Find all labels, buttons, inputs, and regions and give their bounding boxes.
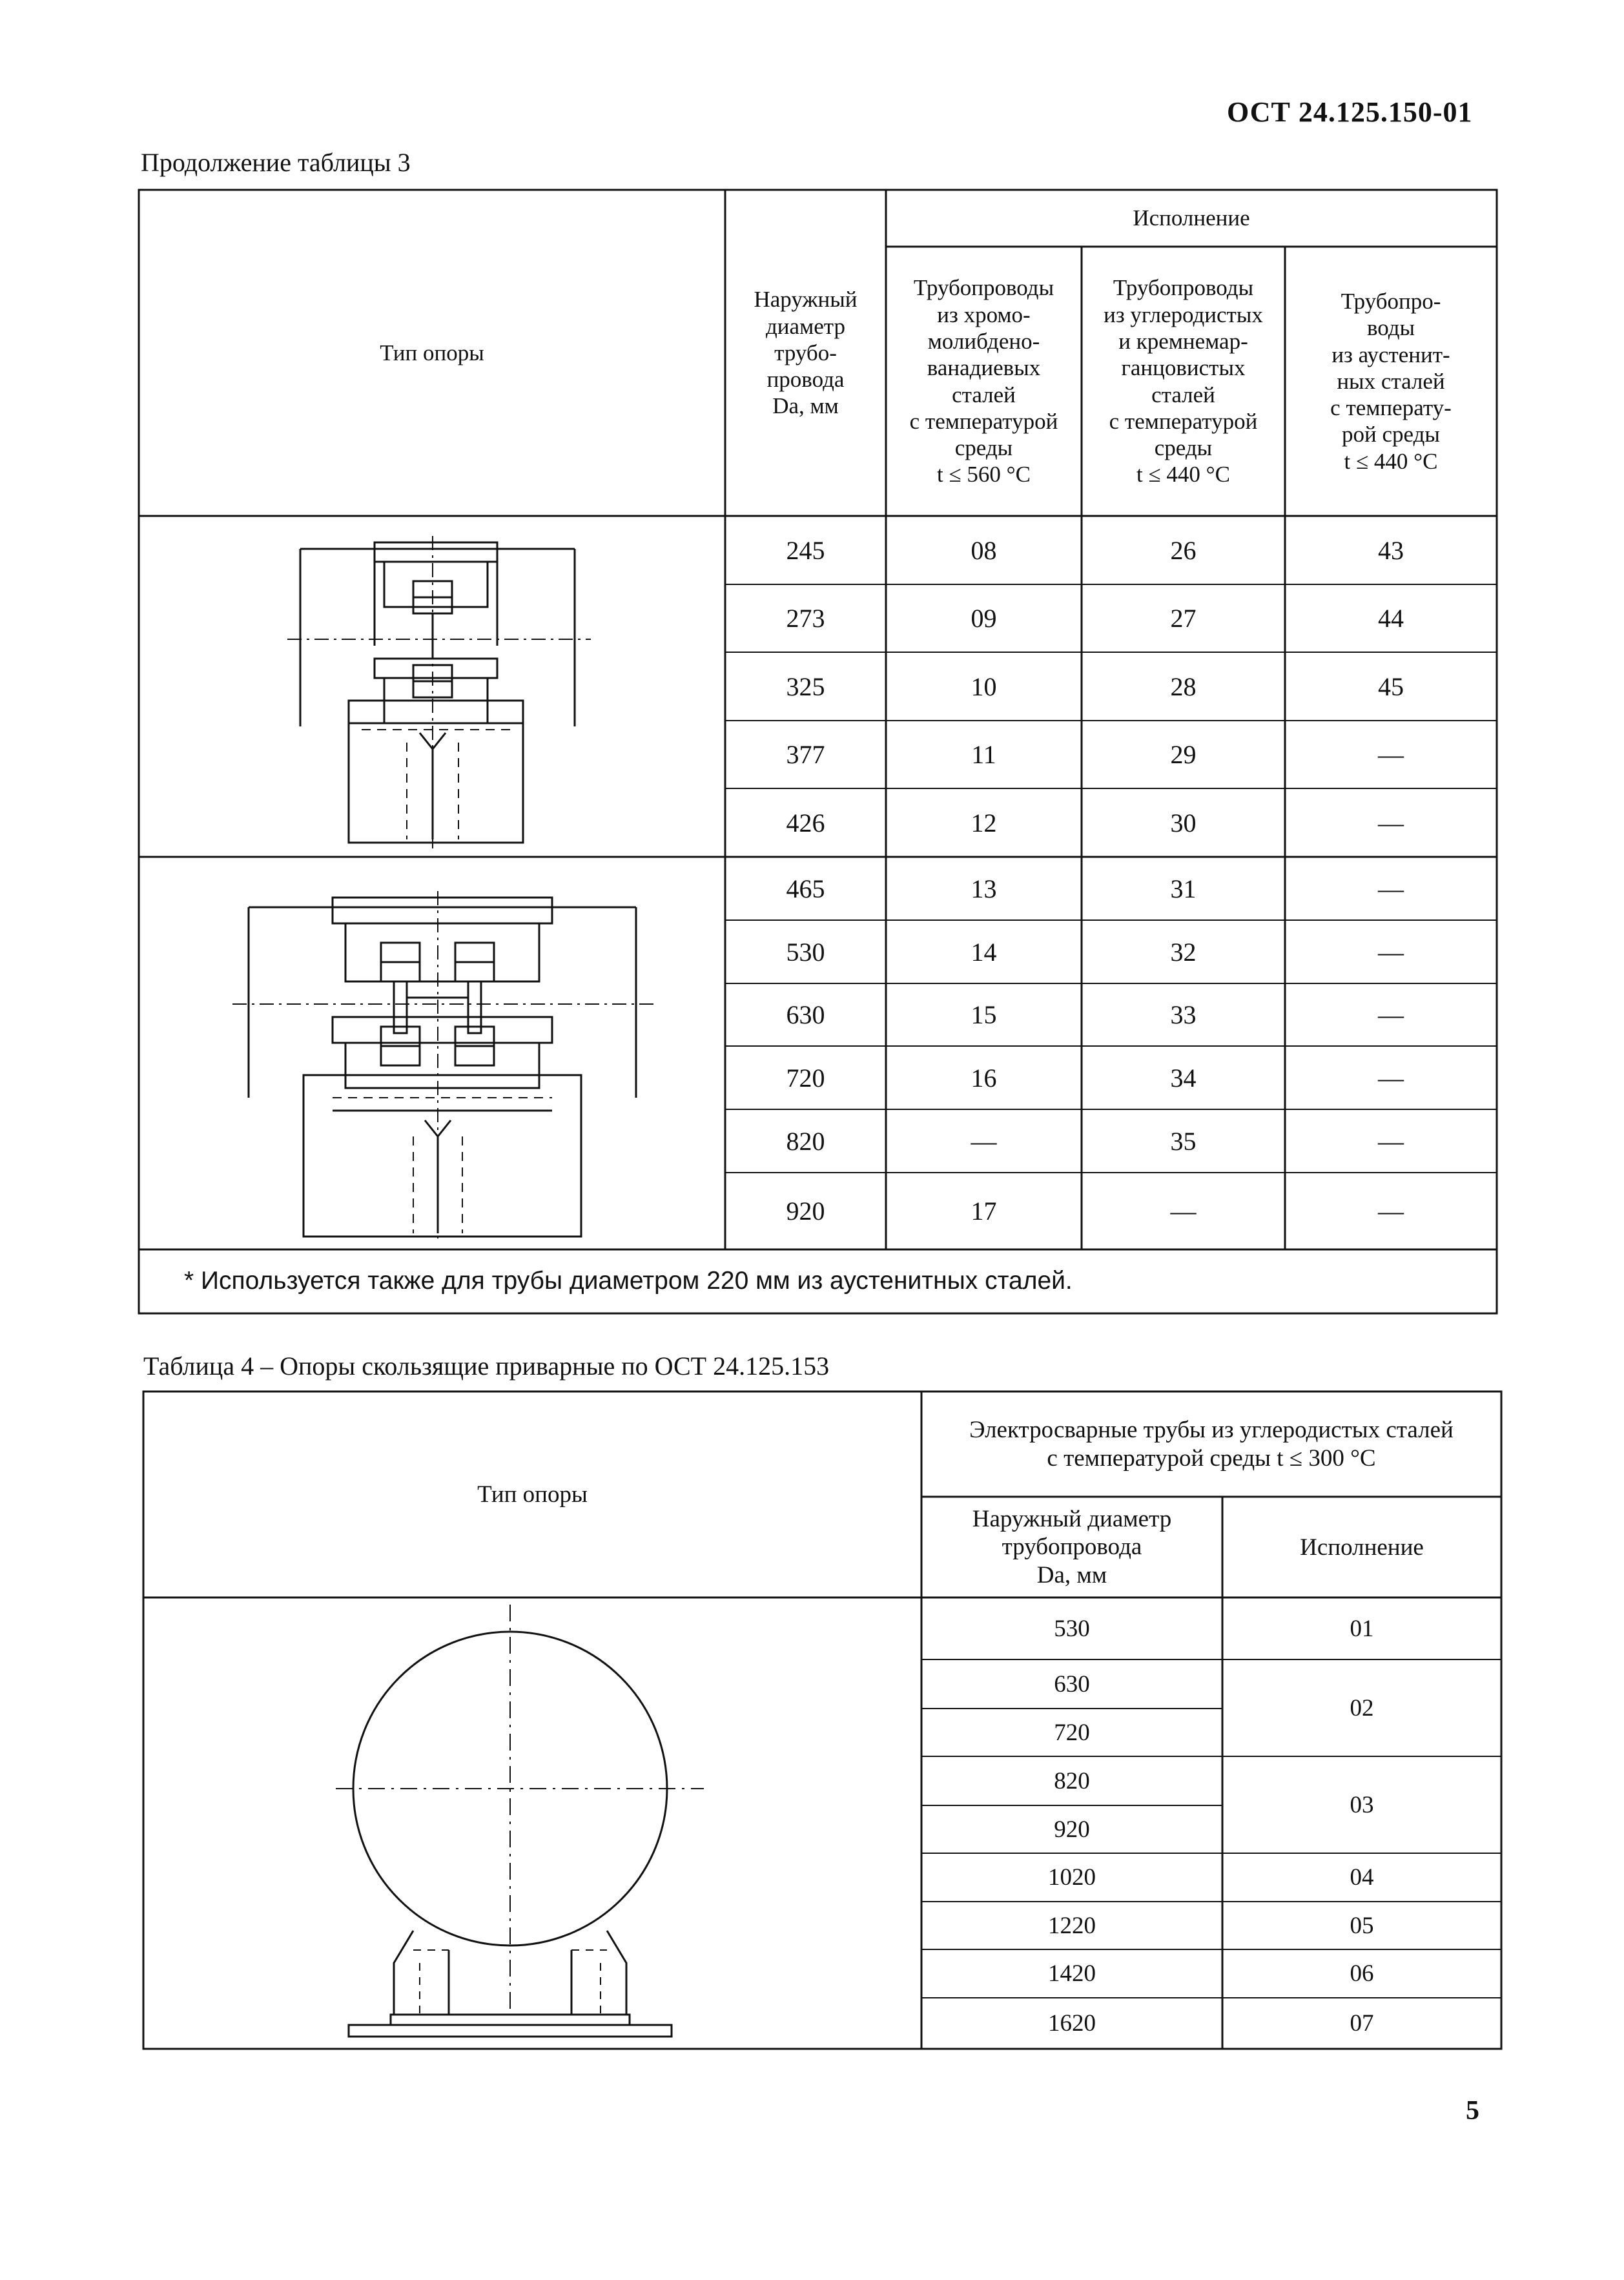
cell-diameter: 325 <box>786 672 825 701</box>
cell-exec-austenitic: 43 <box>1378 535 1404 565</box>
cell-execution: 06 <box>1350 1960 1374 1987</box>
cell-exec-cr-mo-v: 16 <box>971 1063 997 1093</box>
table3-header-cr-mo-v: Трубопроводы из хромо- молибдено- ванадиевых сталей с температурой среды t ≤ 560 °C <box>909 275 1058 488</box>
table3-header-carbon: Трубопроводы из углеродистых и кремнемар- ганцовистых сталей с температурой среды t ≤ 440 °C <box>1104 275 1263 488</box>
table4-header-type: Тип опоры <box>477 1481 588 1508</box>
cell-exec-austenitic: — <box>1378 1126 1404 1156</box>
cell-execution: 04 <box>1350 1864 1374 1891</box>
cell-execution: 05 <box>1350 1912 1374 1939</box>
cell-exec-cr-mo-v: — <box>971 1126 997 1156</box>
cell-diameter: 273 <box>786 604 825 633</box>
page-number: 5 <box>1466 2096 1479 2126</box>
cell-diameter: 245 <box>786 535 825 565</box>
cell-execution: 02 <box>1350 1694 1374 1721</box>
cell-diameter: 720 <box>786 1063 825 1093</box>
cell-exec-carbon: 34 <box>1170 1063 1197 1093</box>
cell-exec-cr-mo-v: 15 <box>971 1000 997 1029</box>
cell-exec-cr-mo-v: 14 <box>971 937 997 967</box>
cell-diameter: 1020 <box>1048 1864 1096 1891</box>
cell-diameter: 720 <box>1054 1719 1090 1746</box>
cell-exec-carbon: 31 <box>1170 874 1197 903</box>
cell-exec-austenitic: — <box>1378 1196 1404 1226</box>
cell-diameter: 820 <box>786 1126 825 1156</box>
cell-exec-austenitic: — <box>1378 740 1404 769</box>
cell-exec-carbon: 32 <box>1170 937 1197 967</box>
table4-header-diameter: Наружный диаметр трубопровода Dа, мм <box>972 1505 1172 1588</box>
document-code: ОСТ 24.125.150-01 <box>1227 96 1473 128</box>
table3-header-diameter: Наружный диаметр трубо- провода Dа, мм <box>754 287 858 419</box>
table3-header-austenitic: Трубопро- воды из аустенит- ных сталей с температу- рой среды t ≤ 440 °C <box>1330 288 1452 474</box>
cell-exec-cr-mo-v: 17 <box>971 1196 997 1226</box>
cell-execution: 07 <box>1350 2010 1374 2037</box>
cell-diameter: 530 <box>1054 1615 1090 1642</box>
table3-header-execution: Исполнение <box>1133 205 1250 231</box>
cell-exec-austenitic: 45 <box>1378 672 1404 701</box>
cell-diameter: 820 <box>1054 1767 1090 1794</box>
cell-diameter: 1420 <box>1048 1960 1096 1987</box>
cell-exec-carbon: 27 <box>1170 604 1197 633</box>
cell-exec-carbon: 30 <box>1170 808 1197 837</box>
cell-exec-carbon: 33 <box>1170 1000 1197 1029</box>
cell-diameter: 630 <box>1054 1670 1090 1698</box>
table3-caption: Продолжение таблицы 3 <box>141 148 411 177</box>
cell-diameter: 377 <box>786 740 825 769</box>
cell-exec-carbon: 29 <box>1170 740 1197 769</box>
cell-exec-cr-mo-v: 11 <box>971 740 996 769</box>
cell-exec-cr-mo-v: 13 <box>971 874 997 903</box>
cell-diameter: 630 <box>786 1000 825 1029</box>
cell-exec-austenitic: 44 <box>1378 604 1404 633</box>
cell-exec-austenitic: — <box>1378 937 1404 967</box>
cell-exec-cr-mo-v: 08 <box>971 535 997 565</box>
cell-exec-cr-mo-v: 10 <box>971 672 997 701</box>
table4-caption: Таблица 4 – Опоры скользящие приварные по ОСТ 24.125.153 <box>143 1351 830 1381</box>
cell-diameter: 920 <box>786 1196 825 1226</box>
cell-diameter: 1620 <box>1048 2010 1096 2037</box>
welded-sliding-support-drawing <box>336 1601 710 2040</box>
cell-exec-carbon: 28 <box>1170 672 1197 701</box>
cell-exec-austenitic: — <box>1378 808 1404 837</box>
cell-exec-carbon: 35 <box>1170 1126 1197 1156</box>
cell-diameter: 530 <box>786 937 825 967</box>
cell-exec-austenitic: — <box>1378 1000 1404 1029</box>
cell-execution: 01 <box>1350 1615 1374 1642</box>
cell-diameter: 465 <box>786 874 825 903</box>
table4-header-execution: Исполнение <box>1300 1534 1424 1561</box>
table3-footnote: * Используется также для трубы диаметром 220 мм из аустенитных сталей. <box>184 1267 1073 1295</box>
cell-exec-carbon: — <box>1170 1196 1197 1226</box>
cell-diameter: 1220 <box>1048 1912 1096 1939</box>
cell-exec-carbon: 26 <box>1170 535 1197 565</box>
cell-diameter: 426 <box>786 808 825 837</box>
cell-diameter: 920 <box>1054 1816 1090 1843</box>
cell-execution: 03 <box>1350 1791 1374 1818</box>
table3-header-type: Тип опоры <box>380 340 484 365</box>
cell-exec-austenitic: — <box>1378 1063 1404 1093</box>
cell-exec-cr-mo-v: 12 <box>971 808 997 837</box>
cell-exec-austenitic: — <box>1378 874 1404 903</box>
cell-exec-cr-mo-v: 09 <box>971 604 997 633</box>
table4-header-pipes: Электросварные трубы из углеродистых сталей с температурой среды t ≤ 300 °C <box>969 1416 1454 1472</box>
